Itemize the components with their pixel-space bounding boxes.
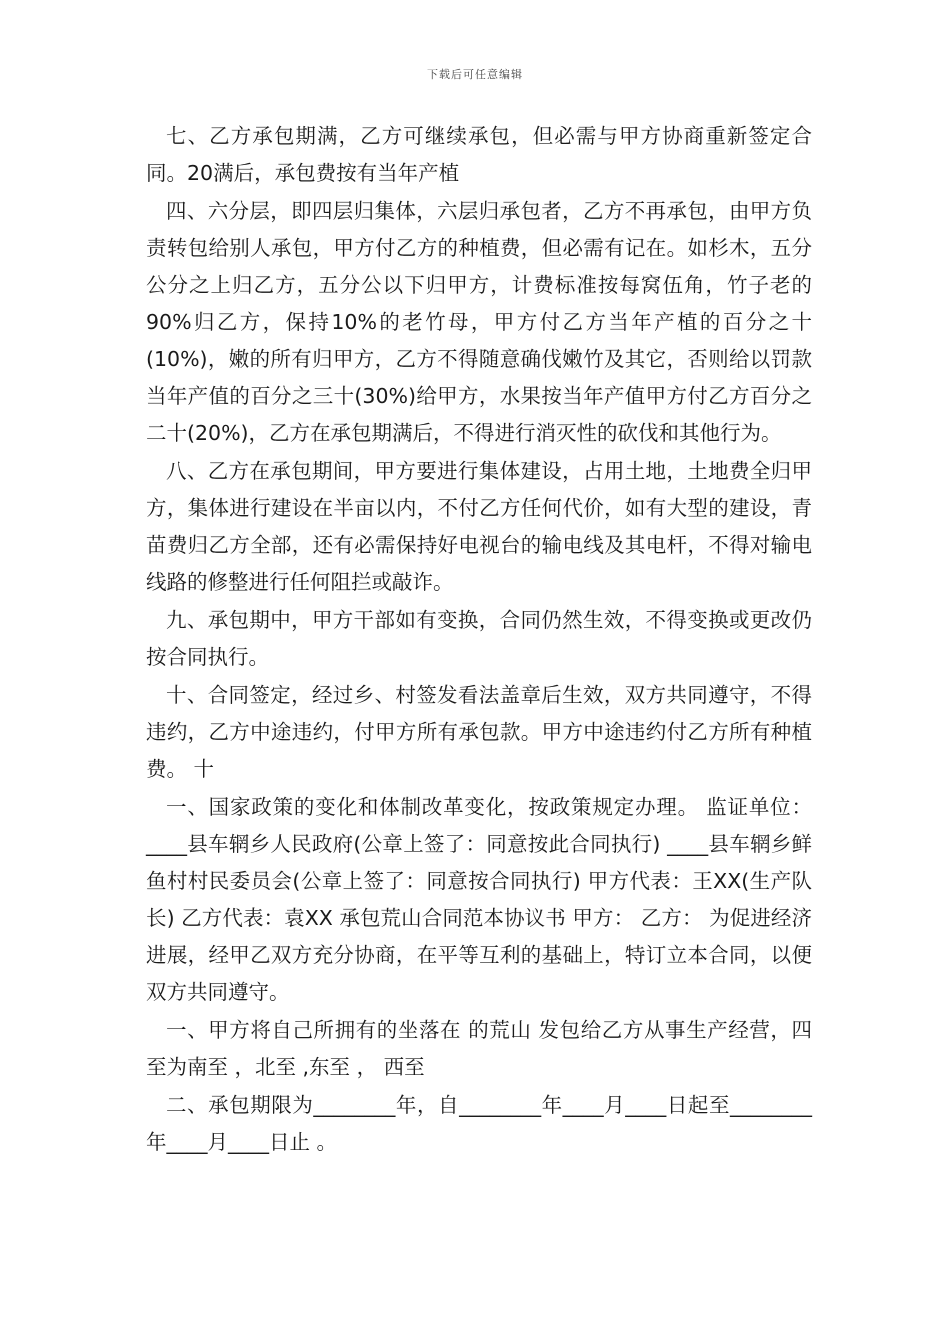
paragraph-clause-9: 九、承包期中，甲方干部如有变换，合同仍然生效，不得变换或更改仍按合同执行。 (146, 608, 812, 669)
paragraph-clause-7: 七、乙方承包期满，乙方可继续承包，但必需与甲方协商重新签定合同。20满后，承包费按有当年产植 (146, 124, 812, 185)
paragraph-clause-4: 四、六分层，即四层归集体，六层归承包者，乙方不再承包，由甲方负责转包给别人承包，甲方付乙方的种植费，但必需有记在。如杉木，五分公分之上归乙方，五分公以下归甲方，计费标准按每窝伍角，竹子老的90%归乙方，保持10%的老竹母，甲方付乙方当年产植的百分之十(10%)，嫩的所有归甲方，乙方不得随意确伐嫩竹及其它，否则给以罚款当年产值的百分之三十(30%)给甲方，水果按当年产值甲方付乙方百分之二十(20%)，乙方在承包期满后，不得进行消灭性的砍伐和其他行为。 (146, 199, 812, 445)
paragraph-clause-11-and-new-contract: 一、国家政策的变化和体制改革变化，按政策规定办理。 监证单位： ____县车辋乡人民政府(公章上签了：同意按此合同执行) ____县车辋乡鲜鱼村村民委员会(公章上签了：同意按合同执行) 甲方代表：王XX(生产队长) 乙方代表：袁XX 承包荒山合同范本协议书 甲方： 乙方： 为促进经济进展，经甲乙双方充分协商，在平等互利的基础上，特订立本合同，以便双方共同遵守。 (146, 795, 812, 1004)
page-header: 下载后可任意编辑 (427, 68, 523, 81)
paragraph-new-clause-2: 二、承包期限为________年，自________年____月____日起至________年____月____日止 。 (146, 1093, 812, 1154)
document-body (146, 118, 812, 1162)
paragraph-clause-8: 八、乙方在承包期间，甲方要进行集体建设，占用土地，土地费全归甲方，集体进行建设在半亩以内，不付乙方任何代价，如有大型的建设，青苗费归乙方全部，还有必需保持好电视台的输电线及其电杆，不得对输电线路的修整进行任何阻拦或敲诈。 (146, 459, 812, 594)
paragraph-clause-10: 十、合同签定，经过乡、村签发看法盖章后生效，双方共同遵守，不得违约，乙方中途违约，付甲方所有承包款。甲方中途违约付乙方所有种植费。 十 (146, 683, 812, 781)
paragraph-new-clause-1: 一、甲方将自己所拥有的坐落在 的荒山 发包给乙方从事生产经营，四至为南至 ，北至 ,东至 ， 西至 (146, 1018, 812, 1079)
